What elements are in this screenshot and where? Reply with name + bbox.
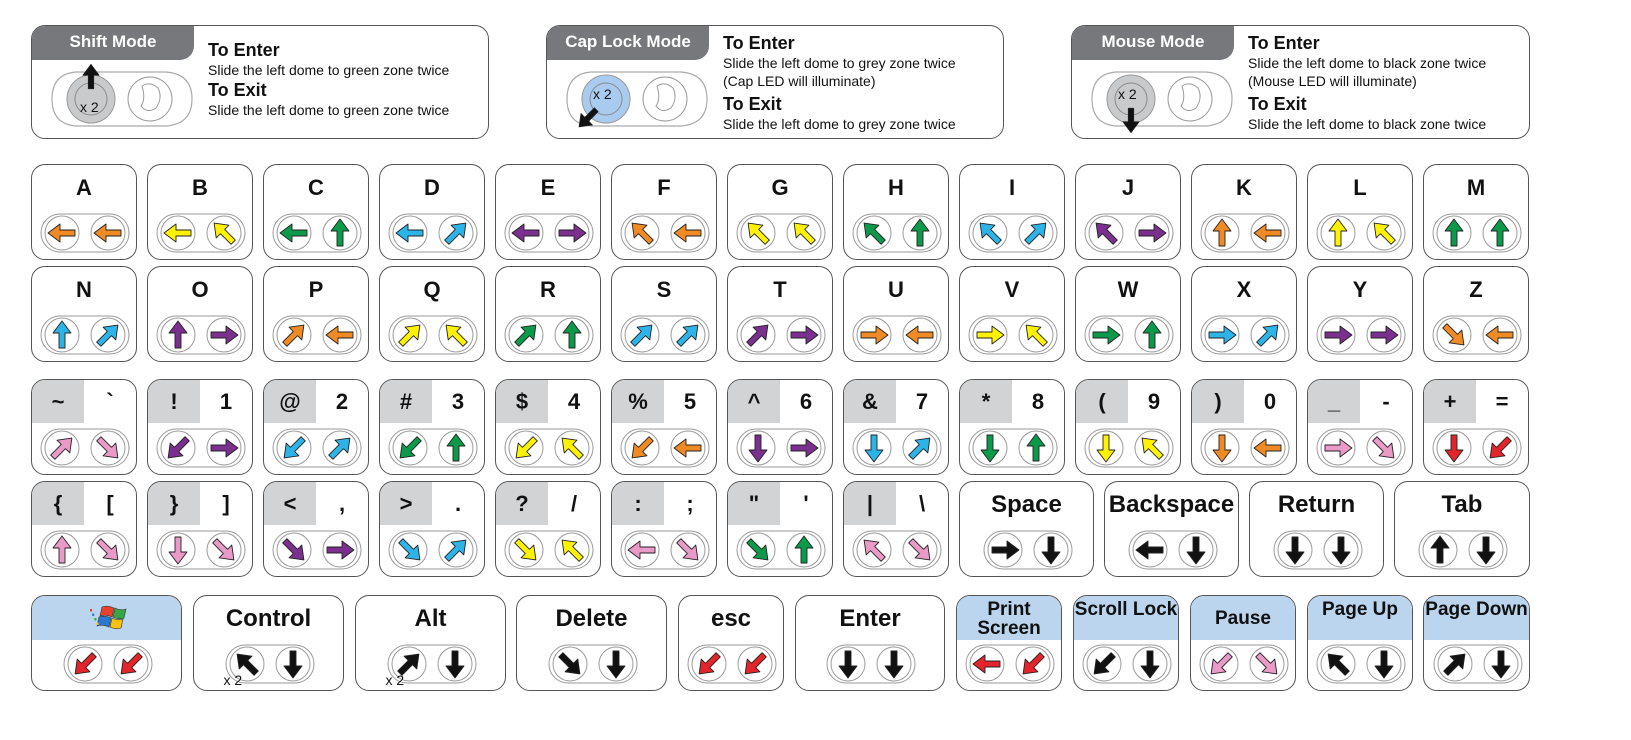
key-page-down[interactable] — [1423, 595, 1530, 691]
key-page-down-dome-strip — [1431, 639, 1525, 689]
key-lparen-9[interactable] — [1075, 379, 1181, 475]
key-q-dome-strip — [386, 310, 480, 360]
shift-symbol: } — [148, 482, 200, 525]
key-label: Y — [1352, 277, 1368, 302]
base-symbol: \ — [918, 491, 926, 516]
mouse-mode-instructions — [1248, 32, 1525, 133]
key-o-dome-strip — [154, 310, 248, 360]
key-i[interactable] — [959, 164, 1065, 260]
base-symbol: 8 — [1031, 389, 1045, 414]
shift-exit-heading: To Exit — [208, 80, 267, 100]
key-gt-period[interactable] — [379, 481, 485, 577]
key-label: B — [192, 175, 208, 200]
key-label: Pause — [1215, 608, 1271, 629]
key-question-slash-dome-strip — [502, 525, 596, 575]
shift-symbol: ^ — [728, 380, 780, 423]
key-question-slash[interactable] — [495, 481, 601, 577]
key-esc[interactable] — [678, 595, 784, 691]
shift-symbol: | — [844, 482, 896, 525]
mouse-mode-title: Mouse Mode — [1072, 26, 1234, 60]
key-label: Page Up — [1321, 599, 1399, 620]
key-return-dome-strip — [1271, 525, 1365, 575]
key-rparen-0-dome-strip — [1198, 423, 1292, 473]
key-print-screen[interactable] — [956, 595, 1062, 691]
key-i-dome-strip — [966, 208, 1060, 258]
key-v-dome-strip — [966, 310, 1060, 360]
key-z[interactable] — [1423, 266, 1529, 362]
key-plus-equals[interactable] — [1423, 379, 1529, 475]
key-p-dome-strip — [270, 310, 364, 360]
key-exclaim-1-dome-strip — [154, 423, 248, 473]
base-symbol: [ — [106, 491, 114, 516]
key-label: H — [888, 175, 904, 200]
key-page-up-dome-strip — [1314, 639, 1408, 689]
key-pipe-backslash-dome-strip — [850, 525, 944, 575]
key-delete-dome-strip — [546, 639, 640, 689]
shift-symbol: & — [844, 380, 896, 423]
key-label: L — [1353, 175, 1367, 200]
key-pause[interactable] — [1190, 595, 1296, 691]
key-label: X — [1236, 277, 1252, 302]
mouse-mode-illustration — [1086, 64, 1236, 134]
key-label: esc — [710, 605, 752, 632]
key-tab-dome-strip — [1416, 525, 1510, 575]
key-rbrace-rbracket-dome-strip — [154, 525, 248, 575]
caplock-enter-heading: To Enter — [723, 33, 795, 53]
key-g-dome-strip — [734, 208, 828, 258]
key-enter[interactable] — [795, 595, 945, 691]
shift-symbol: ! — [148, 380, 200, 423]
key-b-dome-strip — [154, 208, 248, 258]
key-label: Control — [225, 605, 312, 632]
shift-mode-instructions — [208, 39, 484, 119]
key-h-dome-strip — [850, 208, 944, 258]
key-label: Return — [1277, 491, 1356, 518]
shift-symbol: ~ — [32, 380, 84, 423]
key-quote-apostrophe[interactable] — [727, 481, 833, 577]
key-o[interactable] — [147, 266, 253, 362]
key-label: E — [540, 175, 556, 200]
base-symbol: 6 — [799, 389, 813, 414]
key-dollar-4[interactable] — [495, 379, 601, 475]
base-symbol: 2 — [335, 389, 349, 414]
shift-mode-panel — [31, 25, 489, 139]
key-label: Scroll Lock — [1074, 599, 1178, 620]
key-label: P — [308, 277, 324, 302]
key-underscore-minus-dome-strip — [1314, 423, 1408, 473]
base-symbol: = — [1495, 389, 1509, 414]
key-x-dome-strip — [1198, 310, 1292, 360]
key-e[interactable] — [495, 164, 601, 260]
key-windows[interactable] — [31, 595, 182, 691]
key-percent-5[interactable] — [611, 379, 717, 475]
base-symbol: 9 — [1147, 389, 1161, 414]
caplock-mode-illustration — [561, 64, 711, 134]
key-backspace[interactable] — [1104, 481, 1239, 577]
key-label: Page Down — [1425, 599, 1528, 620]
key-j[interactable] — [1075, 164, 1181, 260]
mouse-enter-text: Slide the left dome to black zone twice — [1248, 55, 1487, 71]
base-symbol: ] — [222, 491, 230, 516]
key-lt-comma-dome-strip — [270, 525, 364, 575]
key-e-dome-strip — [502, 208, 596, 258]
base-symbol: 1 — [219, 389, 233, 414]
key-print-screen-dome-strip — [963, 639, 1057, 689]
shift-enter-heading: To Enter — [208, 40, 280, 60]
key-label: Enter — [839, 605, 901, 632]
shift-symbol: + — [1424, 380, 1476, 423]
key-w[interactable] — [1075, 266, 1181, 362]
key-label: M — [1466, 175, 1486, 200]
key-at-2-dome-strip — [270, 423, 364, 473]
key-label: R — [540, 277, 556, 302]
shift-multiplier: x 2 — [80, 99, 99, 115]
shift-symbol: ( — [1076, 380, 1128, 423]
key-label: G — [771, 175, 789, 200]
key-r-dome-strip — [502, 310, 596, 360]
key-pipe-backslash[interactable] — [843, 481, 949, 577]
shift-symbol: # — [380, 380, 432, 423]
key-label: S — [656, 277, 672, 302]
shift-symbol: { — [32, 482, 84, 525]
key-q[interactable] — [379, 266, 485, 362]
mouse-mode-panel — [1071, 25, 1530, 139]
key-c-dome-strip — [270, 208, 364, 258]
key-plus-equals-dome-strip — [1430, 423, 1524, 473]
key-label: C — [308, 175, 324, 200]
key-exclaim-1[interactable] — [147, 379, 253, 475]
key-tilde-backtick[interactable] — [31, 379, 137, 475]
key-lparen-9-dome-strip — [1082, 423, 1176, 473]
key-label: J — [1121, 175, 1135, 200]
key-at-2[interactable] — [263, 379, 369, 475]
key-label: Alt — [414, 605, 447, 632]
mouse-multiplier: x 2 — [1118, 86, 1137, 102]
key-scroll-lock[interactable] — [1073, 595, 1179, 691]
key-lbrace-lbracket-dome-strip — [38, 525, 132, 575]
shift-mode-title: Shift Mode — [32, 26, 194, 60]
key-hash-3[interactable] — [379, 379, 485, 475]
key-hash-3-dome-strip — [386, 423, 480, 473]
key-label: Q — [423, 277, 441, 302]
key-colon-semicolon[interactable] — [611, 481, 717, 577]
key-ampersand-7[interactable] — [843, 379, 949, 475]
key-u[interactable] — [843, 266, 949, 362]
base-symbol: ` — [106, 389, 114, 414]
key-label: O — [191, 277, 209, 302]
key-lt-comma[interactable] — [263, 481, 369, 577]
key-b[interactable] — [147, 164, 253, 260]
key-k-dome-strip — [1198, 208, 1292, 258]
caplock-mode-instructions — [723, 32, 999, 133]
base-symbol: , — [338, 491, 346, 516]
mouse-enter-heading: To Enter — [1248, 33, 1320, 53]
key-label: V — [1004, 277, 1020, 302]
key-t-dome-strip — [734, 310, 828, 360]
key-r[interactable] — [495, 266, 601, 362]
key-dollar-4-dome-strip — [502, 423, 596, 473]
key-quote-apostrophe-dome-strip — [734, 525, 828, 575]
key-k[interactable] — [1191, 164, 1297, 260]
key-label: F — [657, 175, 671, 200]
key-rbrace-rbracket[interactable] — [147, 481, 253, 577]
key-label: U — [888, 277, 904, 302]
key-underscore-minus[interactable] — [1307, 379, 1413, 475]
shift-symbol: ? — [496, 482, 548, 525]
shift-enter-text: Slide the left dome to green zone twice — [208, 62, 450, 78]
caplock-mode-title: Cap Lock Mode — [547, 26, 709, 60]
shift-symbol: * — [960, 380, 1012, 423]
key-control-multiplier: x 2 — [223, 672, 243, 688]
key-caret-6-dome-strip — [734, 423, 828, 473]
shift-exit-text: Slide the left dome to green zone twice — [208, 102, 450, 118]
base-symbol: 0 — [1263, 389, 1277, 414]
key-lbrace-lbracket[interactable] — [31, 481, 137, 577]
base-symbol: 7 — [915, 389, 929, 414]
key-delete[interactable] — [516, 595, 667, 691]
base-symbol: 5 — [683, 389, 697, 414]
key-j-dome-strip — [1082, 208, 1176, 258]
key-p[interactable] — [263, 266, 369, 362]
key-c[interactable] — [263, 164, 369, 260]
key-s[interactable] — [611, 266, 717, 362]
key-esc-dome-strip — [685, 639, 779, 689]
key-label: Tab — [1441, 491, 1483, 518]
key-return[interactable] — [1249, 481, 1384, 577]
mouse-enter-text: (Mouse LED will illuminate) — [1248, 73, 1417, 89]
caplock-mode-panel — [546, 25, 1004, 139]
key-colon-semicolon-dome-strip — [618, 525, 712, 575]
key-s-dome-strip — [618, 310, 712, 360]
base-symbol: / — [570, 491, 578, 516]
shift-symbol: @ — [264, 380, 316, 423]
key-g[interactable] — [727, 164, 833, 260]
shift-symbol: _ — [1308, 380, 1360, 423]
base-symbol: . — [454, 491, 462, 516]
key-l[interactable] — [1307, 164, 1413, 260]
base-symbol: 3 — [451, 389, 465, 414]
key-d-dome-strip — [386, 208, 480, 258]
windows-logo-icon — [88, 602, 128, 634]
shift-symbol: $ — [496, 380, 548, 423]
key-label: Space — [991, 491, 1062, 518]
shift-symbol: " — [728, 482, 780, 525]
key-f[interactable] — [611, 164, 717, 260]
key-label: A — [76, 175, 92, 200]
caplock-exit-text: Slide the left dome to grey zone twice — [723, 116, 956, 132]
key-label: D — [424, 175, 440, 200]
key-enter-dome-strip — [824, 639, 918, 689]
key-a[interactable] — [31, 164, 137, 260]
key-m[interactable] — [1423, 164, 1529, 260]
key-n-dome-strip — [38, 310, 132, 360]
key-control[interactable] — [193, 595, 344, 691]
key-x[interactable] — [1191, 266, 1297, 362]
key-y-dome-strip — [1314, 310, 1408, 360]
caplock-enter-text: Slide the left dome to grey zone twice — [723, 55, 956, 71]
shift-symbol: % — [612, 380, 664, 423]
caplock-exit-heading: To Exit — [723, 94, 782, 114]
key-alt-multiplier: x 2 — [385, 672, 405, 688]
key-scroll-lock-dome-strip — [1080, 639, 1174, 689]
key-label: T — [773, 277, 787, 302]
key-d[interactable] — [379, 164, 485, 260]
mouse-exit-heading: To Exit — [1248, 94, 1307, 114]
shift-symbol: < — [264, 482, 316, 525]
key-label: Backspace — [1108, 491, 1235, 518]
mouse-exit-text: Slide the left dome to black zone twice — [1248, 116, 1487, 132]
shift-symbol: > — [380, 482, 432, 525]
base-symbol: 4 — [567, 389, 581, 414]
key-windows-dome-strip — [61, 639, 155, 689]
key-label: Print Screen — [977, 599, 1041, 639]
key-w-dome-strip — [1082, 310, 1176, 360]
base-symbol: ' — [803, 491, 809, 516]
key-pause-dome-strip — [1197, 639, 1291, 689]
key-percent-5-dome-strip — [618, 423, 712, 473]
key-backspace-dome-strip — [1126, 525, 1220, 575]
shift-mode-illustration — [46, 64, 196, 134]
key-asterisk-8[interactable] — [959, 379, 1065, 475]
key-n[interactable] — [31, 266, 137, 362]
key-label: K — [1236, 175, 1252, 200]
key-u-dome-strip — [850, 310, 944, 360]
key-z-dome-strip — [1430, 310, 1524, 360]
base-symbol: ; — [686, 491, 694, 516]
shift-symbol: : — [612, 482, 664, 525]
key-a-dome-strip — [38, 208, 132, 258]
key-tab[interactable] — [1394, 481, 1530, 577]
key-rparen-0[interactable] — [1191, 379, 1297, 475]
key-f-dome-strip — [618, 208, 712, 258]
base-symbol: - — [1382, 389, 1390, 414]
key-caret-6[interactable] — [727, 379, 833, 475]
key-space-dome-strip — [981, 525, 1075, 575]
caplock-enter-text: (Cap LED will illuminate) — [723, 73, 876, 89]
key-label: N — [76, 277, 92, 302]
caplock-multiplier: x 2 — [593, 86, 612, 102]
key-y[interactable] — [1307, 266, 1413, 362]
shift-symbol: ) — [1192, 380, 1244, 423]
key-page-up[interactable] — [1307, 595, 1413, 691]
key-t[interactable] — [727, 266, 833, 362]
key-gt-period-dome-strip — [386, 525, 480, 575]
key-label: Delete — [555, 605, 628, 632]
key-l-dome-strip — [1314, 208, 1408, 258]
key-m-dome-strip — [1430, 208, 1524, 258]
key-h[interactable] — [843, 164, 949, 260]
key-alt[interactable] — [355, 595, 506, 691]
key-label: W — [1117, 277, 1139, 302]
key-asterisk-8-dome-strip — [966, 423, 1060, 473]
key-tilde-backtick-dome-strip — [38, 423, 132, 473]
key-space[interactable] — [959, 481, 1094, 577]
key-label: Z — [1469, 277, 1483, 302]
key-v[interactable] — [959, 266, 1065, 362]
key-ampersand-7-dome-strip — [850, 423, 944, 473]
key-label: I — [1008, 175, 1016, 200]
